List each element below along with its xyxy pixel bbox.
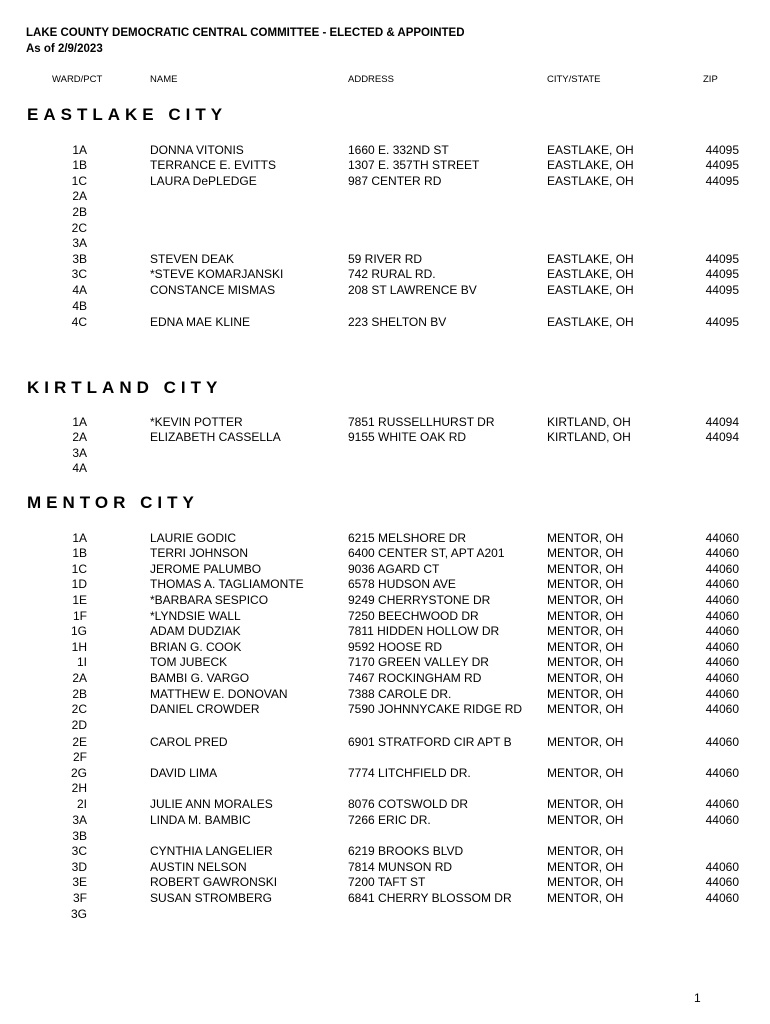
table-row — [0, 750, 770, 766]
zip-cell: 44060 — [705, 655, 739, 670]
name-cell: BAMBI G. VARGO — [150, 670, 250, 685]
zip-cell: 44095 — [705, 173, 739, 188]
table-row — [0, 158, 770, 174]
city-cell: KIRTLAND, OH — [547, 414, 631, 429]
address-cell: 7851 RUSSELLHURST DR — [348, 414, 495, 429]
name-cell: DONNA VITONIS — [150, 142, 244, 157]
address-cell: 6219 BROOKS BLVD — [348, 844, 464, 859]
ward-cell: 2E — [72, 734, 87, 749]
table-row — [0, 829, 770, 845]
city-cell: EASTLAKE, OH — [547, 173, 634, 188]
ward-cell: 1D — [71, 577, 87, 592]
table-row — [0, 844, 770, 860]
table-row — [0, 577, 770, 593]
table-row — [0, 189, 770, 205]
name-cell: MATTHEW E. DONOVAN — [150, 686, 288, 701]
ward-cell: 2F — [72, 750, 87, 765]
address-cell: 7811 HIDDEN HOLLOW DR — [348, 624, 500, 639]
zip-cell: 44060 — [705, 875, 739, 890]
ward-cell: 2C — [71, 220, 87, 235]
zip-cell: 44060 — [705, 561, 739, 576]
table-row — [0, 860, 770, 876]
name-cell: LAURIE GODIC — [150, 530, 237, 545]
name-cell: LAURA DePLEDGE — [150, 173, 257, 188]
city-cell: MENTOR, OH — [547, 670, 624, 685]
address-cell: 9036 AGARD CT — [348, 561, 440, 576]
address-cell: 6400 CENTER ST, APT A201 — [348, 546, 505, 561]
table-row — [0, 813, 770, 829]
document-title-line1: LAKE COUNTY DEMOCRATIC CENTRAL COMMITTEE - ELECTED & APPOINTED — [26, 27, 465, 39]
table-row — [0, 766, 770, 782]
table-row — [0, 174, 770, 190]
city-cell: MENTOR, OH — [547, 655, 624, 670]
address-cell: 9155 WHITE OAK RD — [348, 430, 467, 445]
address-cell: 59 RIVER RD — [348, 251, 423, 266]
address-cell: 8076 COTSWOLD DR — [348, 796, 469, 811]
name-cell: *KEVIN POTTER — [150, 414, 243, 429]
section-title: KIRTLAND CITY — [27, 378, 223, 397]
address-cell: 6841 CHERRY BLOSSOM DR — [348, 890, 512, 905]
city-cell: MENTOR, OH — [547, 796, 624, 811]
ward-cell: 3A — [72, 236, 87, 251]
table-row — [0, 797, 770, 813]
ward-cell: 2H — [71, 781, 87, 796]
ward-cell: 2C — [71, 702, 87, 717]
address-cell: 7388 CAROLE DR. — [348, 686, 452, 701]
zip-cell: 44094 — [705, 414, 739, 429]
zip-cell: 44060 — [705, 734, 739, 749]
ward-cell: 1C — [71, 561, 87, 576]
zip-cell: 44094 — [705, 430, 739, 445]
table-row — [0, 609, 770, 625]
name-cell: ADAM DUDZIAK — [150, 624, 241, 639]
ward-cell: 1H — [71, 639, 87, 654]
table-row — [0, 718, 770, 734]
city-cell: MENTOR, OH — [547, 686, 624, 701]
table-row — [0, 531, 770, 547]
table-row — [0, 640, 770, 656]
ward-cell: 3B — [72, 251, 87, 266]
zip-cell: 44095 — [705, 251, 739, 266]
table-row — [0, 671, 770, 687]
ward-cell: 4A — [72, 282, 87, 297]
city-cell: MENTOR, OH — [547, 624, 624, 639]
address-cell: 7774 LITCHFIELD DR. — [348, 765, 471, 780]
zip-cell: 44095 — [705, 282, 739, 297]
ward-cell: 1F — [72, 608, 87, 623]
table-row — [0, 907, 770, 923]
city-cell: MENTOR, OH — [547, 561, 624, 576]
ward-cell: 1A — [72, 530, 87, 545]
address-cell: 223 SHELTON BV — [348, 315, 447, 329]
name-cell: *BARBARA SESPICO — [150, 592, 269, 607]
name-cell: JULIE ANN MORALES — [150, 796, 273, 811]
zip-cell: 44060 — [705, 624, 739, 639]
zip-cell: 44060 — [705, 702, 739, 717]
address-cell: 7170 GREEN VALLEY DR — [348, 655, 489, 670]
city-cell: KIRTLAND, OH — [547, 430, 631, 445]
address-cell: 7467 ROCKINGHAM RD — [348, 670, 482, 685]
table-row — [0, 236, 770, 252]
address-cell: 6578 HUDSON AVE — [348, 577, 456, 592]
ward-cell: 2A — [72, 670, 87, 685]
ward-cell: 4B — [72, 298, 87, 313]
city-cell: MENTOR, OH — [547, 813, 624, 827]
city-cell: MENTOR, OH — [547, 546, 624, 561]
ward-cell: 1A — [72, 414, 87, 429]
table-row — [0, 143, 770, 159]
zip-cell: 44060 — [705, 796, 739, 811]
table-row — [0, 891, 770, 907]
address-cell: 6901 STRATFORD CIR APT B — [348, 734, 512, 749]
address-cell: 7266 ERIC DR. — [348, 813, 431, 827]
name-cell: STEVEN DEAK — [150, 251, 235, 266]
table-row — [0, 687, 770, 703]
ward-cell: 2A — [72, 430, 87, 445]
zip-cell: 44060 — [705, 592, 739, 607]
ward-cell: 3A — [72, 445, 87, 460]
ward-cell: 1C — [71, 173, 87, 188]
address-cell: 1660 E. 332ND ST — [348, 142, 449, 157]
name-cell: CONSTANCE MISMAS — [150, 282, 276, 297]
column-header-city: CITY/STATE — [547, 74, 601, 85]
column-header-name: NAME — [150, 74, 178, 85]
document-date: As of 2/9/2023 — [26, 43, 103, 55]
name-cell: EDNA MAE KLINE — [150, 315, 251, 329]
name-cell: *LYNDSIE WALL — [150, 608, 241, 623]
table-row — [0, 781, 770, 797]
ward-cell: 3G — [70, 906, 87, 921]
zip-cell: 44060 — [705, 608, 739, 623]
zip-cell: 44060 — [705, 577, 739, 592]
address-cell: 7590 JOHNNYCAKE RIDGE RD — [348, 702, 523, 717]
address-cell: 208 ST LAWRENCE BV — [348, 282, 477, 297]
table-row — [0, 735, 770, 751]
name-cell: CAROL PRED — [150, 734, 228, 749]
zip-cell: 44060 — [705, 530, 739, 545]
ward-cell: 1I — [76, 655, 87, 670]
name-cell: CYNTHIA LANGELIER — [150, 844, 273, 859]
ward-cell: 3C — [71, 844, 87, 859]
zip-cell: 44060 — [705, 670, 739, 685]
ward-cell: 2D — [71, 717, 87, 732]
table-row — [0, 461, 770, 477]
city-cell: MENTOR, OH — [547, 890, 624, 905]
name-cell: TERRI JOHNSON — [150, 546, 249, 561]
name-cell: JEROME PALUMBO — [150, 561, 262, 576]
ward-cell: 1B — [72, 158, 87, 173]
address-cell: 7250 BEECHWOOD DR — [348, 608, 479, 623]
ward-cell: 2G — [70, 765, 87, 780]
city-cell: EASTLAKE, OH — [547, 158, 634, 173]
document-title — [26, 25, 465, 57]
address-cell: 6215 MELSHORE DR — [348, 530, 467, 545]
ward-cell: 4A — [72, 461, 87, 476]
address-cell: 742 RURAL RD. — [348, 267, 436, 282]
city-cell: MENTOR, OH — [547, 765, 624, 780]
section-title: MENTOR CITY — [27, 493, 199, 512]
table-row — [0, 593, 770, 609]
name-cell: THOMAS A. TAGLIAMONTE — [150, 577, 304, 592]
city-cell: MENTOR, OH — [547, 734, 624, 749]
ward-cell: 3F — [72, 890, 87, 905]
name-cell: LINDA M. BAMBIC — [150, 813, 251, 827]
name-cell: DANIEL CROWDER — [150, 702, 260, 717]
table-row — [0, 446, 770, 462]
name-cell: SUSAN STROMBERG — [150, 890, 273, 905]
table-row — [0, 430, 770, 446]
address-cell: 9592 HOOSE RD — [348, 639, 443, 654]
ward-cell: 1A — [72, 142, 87, 157]
ward-cell: 2I — [76, 796, 87, 811]
table-row — [0, 702, 770, 718]
zip-cell: 44095 — [705, 267, 739, 282]
city-cell: EASTLAKE, OH — [547, 142, 634, 157]
page-number: 1 — [694, 991, 701, 1005]
city-cell: MENTOR, OH — [547, 844, 624, 859]
city-cell: MENTOR, OH — [547, 577, 624, 592]
zip-cell: 44060 — [705, 639, 739, 654]
address-cell: 7200 TAFT ST — [348, 875, 426, 890]
table-row — [0, 283, 770, 299]
name-cell: ELIZABETH CASSELLA — [150, 430, 281, 445]
city-cell: MENTOR, OH — [547, 639, 624, 654]
zip-cell: 44095 — [705, 158, 739, 173]
name-cell: BRIAN G. COOK — [150, 639, 242, 654]
ward-cell: 1G — [70, 624, 87, 639]
city-cell: MENTOR, OH — [547, 875, 624, 890]
ward-cell: 3E — [72, 875, 87, 890]
city-cell: MENTOR, OH — [547, 608, 624, 623]
name-cell: ROBERT GAWRONSKI — [150, 875, 278, 890]
ward-cell: 3C — [71, 267, 87, 282]
city-cell: MENTOR, OH — [547, 859, 624, 874]
zip-cell: 44060 — [705, 686, 739, 701]
address-cell: 7814 MUNSON RD — [348, 859, 453, 874]
city-cell: EASTLAKE, OH — [547, 267, 634, 282]
ward-cell: 3B — [72, 828, 87, 843]
ward-cell: 4C — [71, 315, 87, 329]
ward-cell: 3D — [71, 859, 87, 874]
city-cell: EASTLAKE, OH — [547, 282, 634, 297]
ward-cell: 2B — [72, 686, 87, 701]
name-cell: TERRANCE E. EVITTS — [150, 158, 277, 173]
table-row — [0, 252, 770, 268]
zip-cell: 44060 — [705, 813, 739, 827]
ward-cell: 1B — [72, 546, 87, 561]
table-row — [0, 624, 770, 640]
table-row — [0, 221, 770, 237]
table-row — [0, 875, 770, 891]
section-title: EASTLAKE CITY — [27, 105, 228, 124]
table-row — [0, 655, 770, 671]
table-row — [0, 315, 770, 331]
zip-cell: 44060 — [705, 859, 739, 874]
table-row — [0, 546, 770, 562]
column-header-zip: ZIP — [703, 74, 718, 85]
address-cell: 9249 CHERRYSTONE DR — [348, 592, 491, 607]
address-cell: 1307 E. 357TH STREET — [348, 158, 480, 173]
ward-cell: 1E — [72, 592, 87, 607]
zip-cell: 44060 — [705, 546, 739, 561]
city-cell: EASTLAKE, OH — [547, 251, 634, 266]
table-row — [0, 415, 770, 431]
ward-cell: 3A — [72, 813, 87, 827]
address-cell: 987 CENTER RD — [348, 173, 442, 188]
name-cell: *STEVE KOMARJANSKI — [150, 267, 284, 282]
zip-cell: 44095 — [705, 142, 739, 157]
zip-cell: 44060 — [705, 890, 739, 905]
zip-cell: 44095 — [705, 315, 739, 329]
table-row — [0, 267, 770, 283]
table-row — [0, 299, 770, 315]
column-header-address: ADDRESS — [348, 74, 394, 85]
column-header-ward: WARD/PCT — [52, 74, 103, 85]
ward-cell: 2B — [72, 204, 87, 219]
name-cell: TOM JUBECK — [150, 655, 228, 670]
city-cell: MENTOR, OH — [547, 530, 624, 545]
city-cell: EASTLAKE, OH — [547, 315, 634, 329]
city-cell: MENTOR, OH — [547, 702, 624, 717]
city-cell: MENTOR, OH — [547, 592, 624, 607]
table-row — [0, 562, 770, 578]
name-cell: DAVID LIMA — [150, 765, 218, 780]
zip-cell: 44060 — [705, 765, 739, 780]
ward-cell: 2A — [72, 189, 87, 204]
name-cell: AUSTIN NELSON — [150, 859, 247, 874]
table-row — [0, 205, 770, 221]
